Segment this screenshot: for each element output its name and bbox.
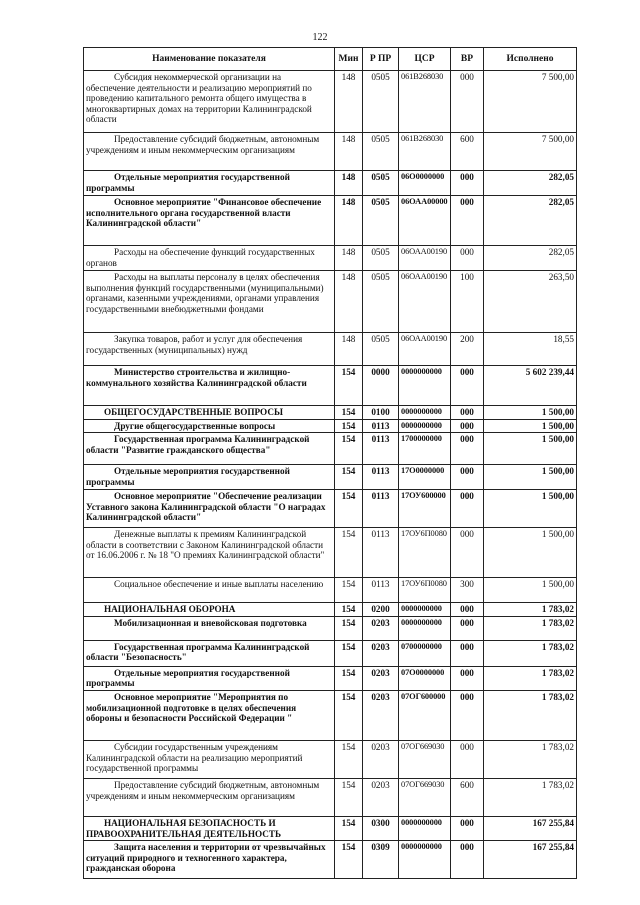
- cell-indicator-name: Субсидии государственным учреждениям Калининградской области на реализацию мероприятий государственной программы: [84, 740, 335, 778]
- cell-expense-type-code: 000: [451, 71, 484, 133]
- cell-expense-type-code: 000: [451, 196, 484, 246]
- cell-target-article-code: 061В268030: [399, 71, 451, 133]
- table-row: [84, 246, 577, 271]
- cell-executed-amount: 167 255,84: [484, 841, 577, 879]
- cell-section-code: 0203: [363, 778, 399, 816]
- cell-ministry-code: 148: [335, 133, 363, 171]
- cell-executed-amount: 282,05: [484, 171, 577, 196]
- cell-expense-type-code: 000: [451, 406, 484, 420]
- cell-executed-amount: 1 783,02: [484, 640, 577, 666]
- cell-expense-type-code: 000: [451, 366, 484, 406]
- cell-expense-type-code: 000: [451, 603, 484, 617]
- cell-section-code: 0000: [363, 366, 399, 406]
- cell-expense-type-code: 000: [451, 490, 484, 528]
- table-row: [84, 133, 577, 171]
- cell-section-code: 0113: [363, 578, 399, 603]
- cell-ministry-code: 154: [335, 816, 363, 840]
- cell-expense-type-code: 000: [451, 841, 484, 879]
- table-row: [84, 271, 577, 333]
- cell-target-article-code: 0000000000: [399, 406, 451, 420]
- cell-section-code: 0203: [363, 640, 399, 666]
- cell-ministry-code: 148: [335, 171, 363, 196]
- cell-expense-type-code: 000: [451, 419, 484, 433]
- cell-indicator-name: Социальное обеспечение и иные выплаты населению: [84, 578, 335, 603]
- cell-ministry-code: 148: [335, 71, 363, 133]
- cell-ministry-code: 154: [335, 419, 363, 433]
- cell-section-code: 0113: [363, 419, 399, 433]
- cell-ministry-code: 154: [335, 841, 363, 879]
- cell-expense-type-code: 000: [451, 666, 484, 690]
- cell-expense-type-code: 600: [451, 778, 484, 816]
- cell-indicator-name: Предоставление субсидий бюджетным, автономным учреждениям и иным некоммерческим организациям: [84, 778, 335, 816]
- budget-execution-table: [83, 47, 577, 879]
- cell-target-article-code: 061В268030: [399, 133, 451, 171]
- cell-target-article-code: 07ОГ669030: [399, 740, 451, 778]
- cell-target-article-code: 17О0000000: [399, 465, 451, 490]
- cell-section-code: 0505: [363, 71, 399, 133]
- table-row: [84, 740, 577, 778]
- cell-executed-amount: 1 500,00: [484, 419, 577, 433]
- cell-indicator-name: Расходы на обеспечение функций государственных органов: [84, 246, 335, 271]
- cell-ministry-code: 154: [335, 666, 363, 690]
- cell-ministry-code: 154: [335, 366, 363, 406]
- cell-ministry-code: 154: [335, 778, 363, 816]
- cell-section-code: 0113: [363, 528, 399, 578]
- table-row: [84, 71, 577, 133]
- cell-target-article-code: 0700000000: [399, 640, 451, 666]
- cell-ministry-code: 154: [335, 616, 363, 640]
- cell-indicator-name: ОБЩЕГОСУДАРСТВЕННЫЕ ВОПРОСЫ: [84, 406, 335, 420]
- table-row: [84, 778, 577, 816]
- cell-expense-type-code: 000: [451, 740, 484, 778]
- cell-target-article-code: 17ОУ600000: [399, 490, 451, 528]
- table-row: [84, 333, 577, 366]
- cell-ministry-code: 154: [335, 465, 363, 490]
- cell-executed-amount: 1 783,02: [484, 778, 577, 816]
- cell-target-article-code: 0000000000: [399, 603, 451, 617]
- cell-ministry-code: 154: [335, 406, 363, 420]
- cell-indicator-name: Основное мероприятие "Обеспечение реализации Уставного закона Калининградской области "О наградах Калининградской области": [84, 490, 335, 528]
- cell-indicator-name: Отдельные мероприятия государственной программы: [84, 171, 335, 196]
- table-row: [84, 433, 577, 465]
- cell-executed-amount: 18,55: [484, 333, 577, 366]
- cell-section-code: 0100: [363, 406, 399, 420]
- cell-executed-amount: 1 783,02: [484, 690, 577, 740]
- table-row: [84, 578, 577, 603]
- table-row: [84, 171, 577, 196]
- header-expense-type: ВР: [451, 48, 484, 71]
- cell-expense-type-code: 000: [451, 816, 484, 840]
- cell-executed-amount: 1 500,00: [484, 490, 577, 528]
- cell-executed-amount: 1 500,00: [484, 406, 577, 420]
- cell-ministry-code: 154: [335, 603, 363, 617]
- cell-executed-amount: 1 500,00: [484, 528, 577, 578]
- cell-ministry-code: 154: [335, 528, 363, 578]
- table-row: [84, 603, 577, 617]
- cell-expense-type-code: 000: [451, 528, 484, 578]
- cell-executed-amount: 1 783,02: [484, 616, 577, 640]
- cell-executed-amount: 1 500,00: [484, 465, 577, 490]
- cell-ministry-code: 148: [335, 196, 363, 246]
- cell-target-article-code: 17ОУ6П0080: [399, 578, 451, 603]
- cell-executed-amount: 1 500,00: [484, 433, 577, 465]
- cell-indicator-name: Отдельные мероприятия государственной программы: [84, 666, 335, 690]
- cell-target-article-code: 06О0000000: [399, 171, 451, 196]
- cell-expense-type-code: 000: [451, 465, 484, 490]
- cell-ministry-code: 154: [335, 433, 363, 465]
- cell-indicator-name: Субсидия некоммерческой организации на обеспечение деятельности и реализацию мероприятий по проведению капитального ремонта общего имущества в многоквартирных домах на территории Калининградской области: [84, 71, 335, 133]
- table-header-row: [84, 48, 577, 71]
- cell-target-article-code: 07ОГ600000: [399, 690, 451, 740]
- cell-target-article-code: 17ОУ6П0080: [399, 528, 451, 578]
- cell-executed-amount: 7 500,00: [484, 71, 577, 133]
- cell-indicator-name: НАЦИОНАЛЬНАЯ ОБОРОНА: [84, 603, 335, 617]
- cell-indicator-name: Предоставление субсидий бюджетным, автономным учреждениям и иным некоммерческим организациям: [84, 133, 335, 171]
- cell-indicator-name: Денежные выплаты к премиям Калининградской области в соответствии с Законом Калининградской области от 16.06.2006 г. № 18 "О премиях Калининградской области": [84, 528, 335, 578]
- cell-ministry-code: 154: [335, 490, 363, 528]
- header-indicator-name: Наименование показателя: [84, 48, 335, 71]
- cell-ministry-code: 154: [335, 578, 363, 603]
- cell-executed-amount: 5 602 239,44: [484, 366, 577, 406]
- cell-expense-type-code: 000: [451, 690, 484, 740]
- cell-target-article-code: 06ОАА00190: [399, 246, 451, 271]
- cell-section-code: 0309: [363, 841, 399, 879]
- cell-executed-amount: 167 255,84: [484, 816, 577, 840]
- cell-section-code: 0505: [363, 271, 399, 333]
- cell-section-code: 0200: [363, 603, 399, 617]
- cell-section-code: 0505: [363, 133, 399, 171]
- cell-target-article-code: 0000000000: [399, 366, 451, 406]
- cell-executed-amount: 1 783,02: [484, 666, 577, 690]
- table-row: [84, 640, 577, 666]
- table-body: [84, 71, 577, 879]
- table-row: [84, 196, 577, 246]
- cell-expense-type-code: 000: [451, 433, 484, 465]
- cell-section-code: 0203: [363, 690, 399, 740]
- cell-executed-amount: 1 783,02: [484, 603, 577, 617]
- header-section-subsection: Р ПР: [363, 48, 399, 71]
- cell-section-code: 0300: [363, 816, 399, 840]
- cell-expense-type-code: 600: [451, 133, 484, 171]
- cell-indicator-name: Закупка товаров, работ и услуг для обеспечения государственных (муниципальных) нужд: [84, 333, 335, 366]
- header-ministry: Мин: [335, 48, 363, 71]
- cell-executed-amount: 282,05: [484, 196, 577, 246]
- cell-target-article-code: 1700000000: [399, 433, 451, 465]
- cell-target-article-code: 0000000000: [399, 616, 451, 640]
- cell-indicator-name: Мобилизационная и вневойсковая подготовка: [84, 616, 335, 640]
- cell-executed-amount: 7 500,00: [484, 133, 577, 171]
- page-number: 122: [312, 32, 328, 43]
- table-row: [84, 690, 577, 740]
- table-row: [84, 616, 577, 640]
- cell-indicator-name: Другие общегосударственные вопросы: [84, 419, 335, 433]
- table-row: [84, 490, 577, 528]
- cell-indicator-name: Государственная программа Калининградской области "Безопасность": [84, 640, 335, 666]
- cell-target-article-code: 07О0000000: [399, 666, 451, 690]
- cell-expense-type-code: 000: [451, 640, 484, 666]
- table-row: [84, 841, 577, 879]
- cell-section-code: 0505: [363, 246, 399, 271]
- cell-executed-amount: 282,05: [484, 246, 577, 271]
- cell-target-article-code: 0000000000: [399, 841, 451, 879]
- table-row: [84, 406, 577, 420]
- cell-expense-type-code: 200: [451, 333, 484, 366]
- cell-section-code: 0113: [363, 490, 399, 528]
- cell-ministry-code: 154: [335, 640, 363, 666]
- cell-indicator-name: Защита населения и территории от чрезвычайных ситуаций природного и техногенного характера, гражданская оборона: [84, 841, 335, 879]
- cell-ministry-code: 154: [335, 690, 363, 740]
- table-row: [84, 528, 577, 578]
- table-row: [84, 366, 577, 406]
- cell-target-article-code: 0000000000: [399, 419, 451, 433]
- cell-expense-type-code: 000: [451, 246, 484, 271]
- cell-indicator-name: Отдельные мероприятия государственной программы: [84, 465, 335, 490]
- cell-expense-type-code: 300: [451, 578, 484, 603]
- cell-target-article-code: 0000000000: [399, 816, 451, 840]
- table-row: [84, 419, 577, 433]
- header-executed-amount: Исполнено: [484, 48, 577, 71]
- cell-indicator-name: Основное мероприятие "Финансовое обеспечение исполнительного органа государственной власти Калининградской области": [84, 196, 335, 246]
- cell-target-article-code: 07ОГ669030: [399, 778, 451, 816]
- cell-expense-type-code: 000: [451, 616, 484, 640]
- cell-indicator-name: Расходы на выплаты персоналу в целях обеспечения выполнения функций государственными (муниципальными) органами, казенными учреждениями, органами управления государственными внебюджетными фондами: [84, 271, 335, 333]
- cell-indicator-name: Основное мероприятие "Мероприятия по мобилизационной подготовке в целях обеспечения обороны и безопасности Российской Федерации ": [84, 690, 335, 740]
- cell-executed-amount: 1 500,00: [484, 578, 577, 603]
- cell-executed-amount: 1 783,02: [484, 740, 577, 778]
- cell-expense-type-code: 000: [451, 171, 484, 196]
- cell-target-article-code: 06ОАА00190: [399, 271, 451, 333]
- table-row: [84, 666, 577, 690]
- cell-section-code: 0113: [363, 465, 399, 490]
- cell-indicator-name: Министерство строительства и жилищно-коммунального хозяйства Калининградской области: [84, 366, 335, 406]
- cell-section-code: 0505: [363, 196, 399, 246]
- cell-target-article-code: 06ОАА00000: [399, 196, 451, 246]
- cell-ministry-code: 148: [335, 271, 363, 333]
- table-row: [84, 465, 577, 490]
- cell-section-code: 0203: [363, 740, 399, 778]
- cell-section-code: 0113: [363, 433, 399, 465]
- cell-section-code: 0505: [363, 333, 399, 366]
- cell-target-article-code: 06ОАА00190: [399, 333, 451, 366]
- cell-section-code: 0203: [363, 616, 399, 640]
- cell-expense-type-code: 100: [451, 271, 484, 333]
- cell-ministry-code: 154: [335, 740, 363, 778]
- cell-section-code: 0505: [363, 171, 399, 196]
- cell-executed-amount: 263,50: [484, 271, 577, 333]
- cell-ministry-code: 148: [335, 333, 363, 366]
- table-row: [84, 816, 577, 840]
- cell-ministry-code: 148: [335, 246, 363, 271]
- header-target-article: ЦСР: [399, 48, 451, 71]
- cell-indicator-name: Государственная программа Калининградской области "Развитие гражданского общества": [84, 433, 335, 465]
- cell-indicator-name: НАЦИОНАЛЬНАЯ БЕЗОПАСНОСТЬ И ПРАВООХРАНИТЕЛЬНАЯ ДЕЯТЕЛЬНОСТЬ: [84, 816, 335, 840]
- cell-section-code: 0203: [363, 666, 399, 690]
